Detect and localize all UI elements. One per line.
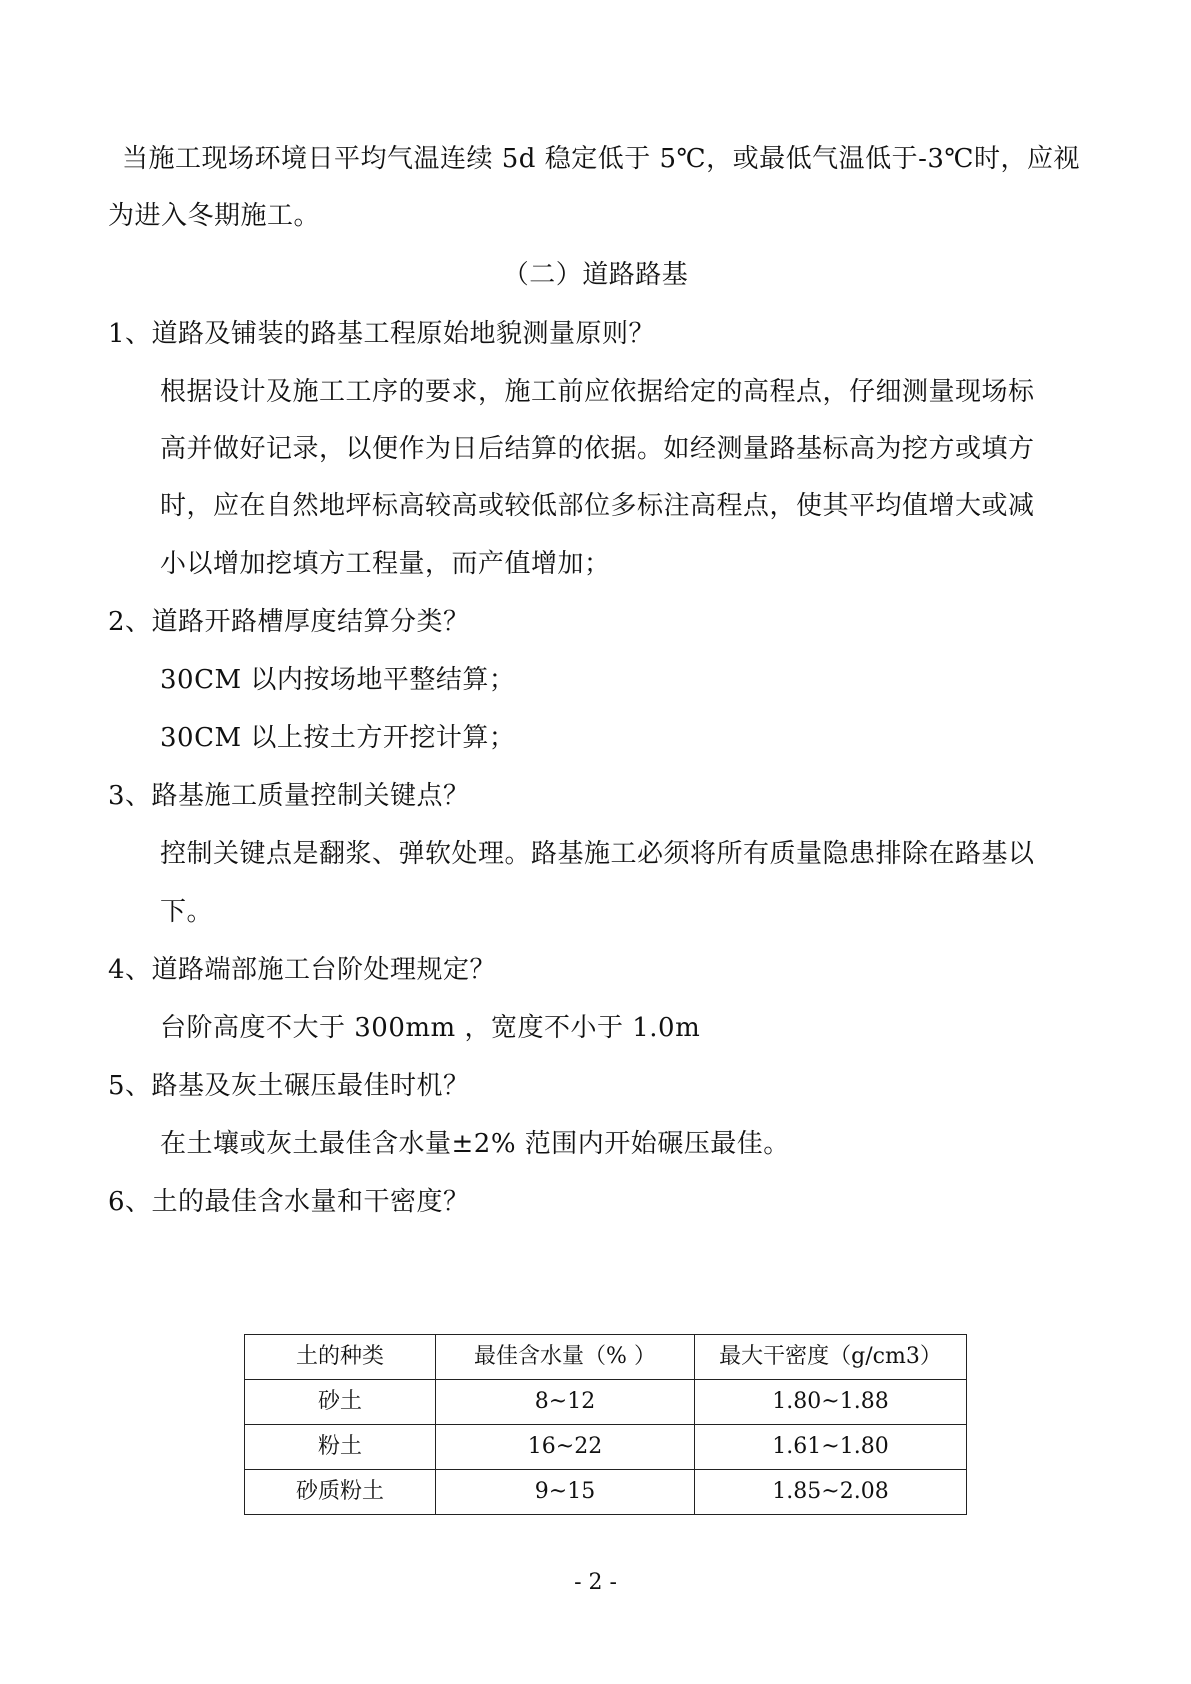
question-4: 4、道路端部施工台阶处理规定？ — [108, 955, 497, 985]
cell-soil-type: 粉土 — [245, 1425, 436, 1470]
header-optimum-moisture: 最佳含水量（% ） — [436, 1335, 695, 1380]
answer-1-line-2: 高并做好记录，以便作为日后结算的依据。如经测量路基标高为挖方或填方 — [160, 434, 1035, 464]
answer-1-line-4: 小以增加挖填方工程量，而产值增加； — [160, 549, 611, 579]
answer-4-line-1: 台阶高度不大于 300mm ，宽度不小于 1.0m — [160, 1013, 701, 1043]
question-2: 2、道路开路槽厚度结算分类？ — [108, 607, 470, 637]
cell-soil-type: 砂质粉土 — [245, 1470, 436, 1515]
header-max-dry-density: 最大干密度（g/cm3） — [695, 1335, 967, 1380]
answer-3-line-2: 下。 — [160, 897, 214, 927]
cell-soil-type: 砂土 — [245, 1380, 436, 1425]
cell-max-dry-density: 1.61~1.80 — [695, 1425, 967, 1470]
answer-2-line-2: 30CM 以上按土方开挖计算； — [160, 723, 516, 753]
soil-properties-table — [244, 1334, 967, 1515]
question-6: 6、土的最佳含水量和干密度？ — [108, 1187, 470, 1217]
page-number: - 2 - — [574, 1570, 617, 1595]
answer-5-line-1: 在土壤或灰土最佳含水量±2% 范围内开始碾压最佳。 — [160, 1129, 790, 1159]
cell-optimum-moisture: 8~12 — [436, 1380, 695, 1425]
answer-1-line-1: 根据设计及施工工序的要求，施工前应依据给定的高程点，仔细测量现场标 — [160, 377, 1035, 407]
table-row — [245, 1425, 967, 1470]
answer-1-line-3: 时，应在自然地坪标高较高或较低部位多标注高程点，使其平均值增大或减 — [160, 491, 1035, 521]
cell-max-dry-density: 1.80~1.88 — [695, 1380, 967, 1425]
intro-line-1: 当施工现场环境日平均气温连续 5d 稳定低于 5℃，或最低气温低于-3℃时，应视 — [122, 144, 1081, 174]
answer-3-line-1: 控制关键点是翻浆、弹软处理。路基施工必须将所有质量隐患排除在路基以 — [160, 839, 1035, 869]
header-soil-type: 土的种类 — [245, 1335, 436, 1380]
table-row — [245, 1380, 967, 1425]
question-5: 5、路基及灰土碾压最佳时机？ — [108, 1071, 470, 1101]
cell-max-dry-density: 1.85~2.08 — [695, 1470, 967, 1515]
intro-line-2: 为进入冬期施工。 — [108, 201, 321, 231]
answer-2-line-1: 30CM 以内按场地平整结算； — [160, 665, 516, 695]
table-header-row — [245, 1335, 967, 1380]
cell-optimum-moisture: 16~22 — [436, 1425, 695, 1470]
question-1: 1、道路及铺装的路基工程原始地貌测量原则？ — [108, 319, 656, 349]
table-row — [245, 1470, 967, 1515]
question-3: 3、路基施工质量控制关键点？ — [108, 781, 470, 811]
section-title: （二）道路路基 — [502, 260, 689, 290]
cell-optimum-moisture: 9~15 — [436, 1470, 695, 1515]
